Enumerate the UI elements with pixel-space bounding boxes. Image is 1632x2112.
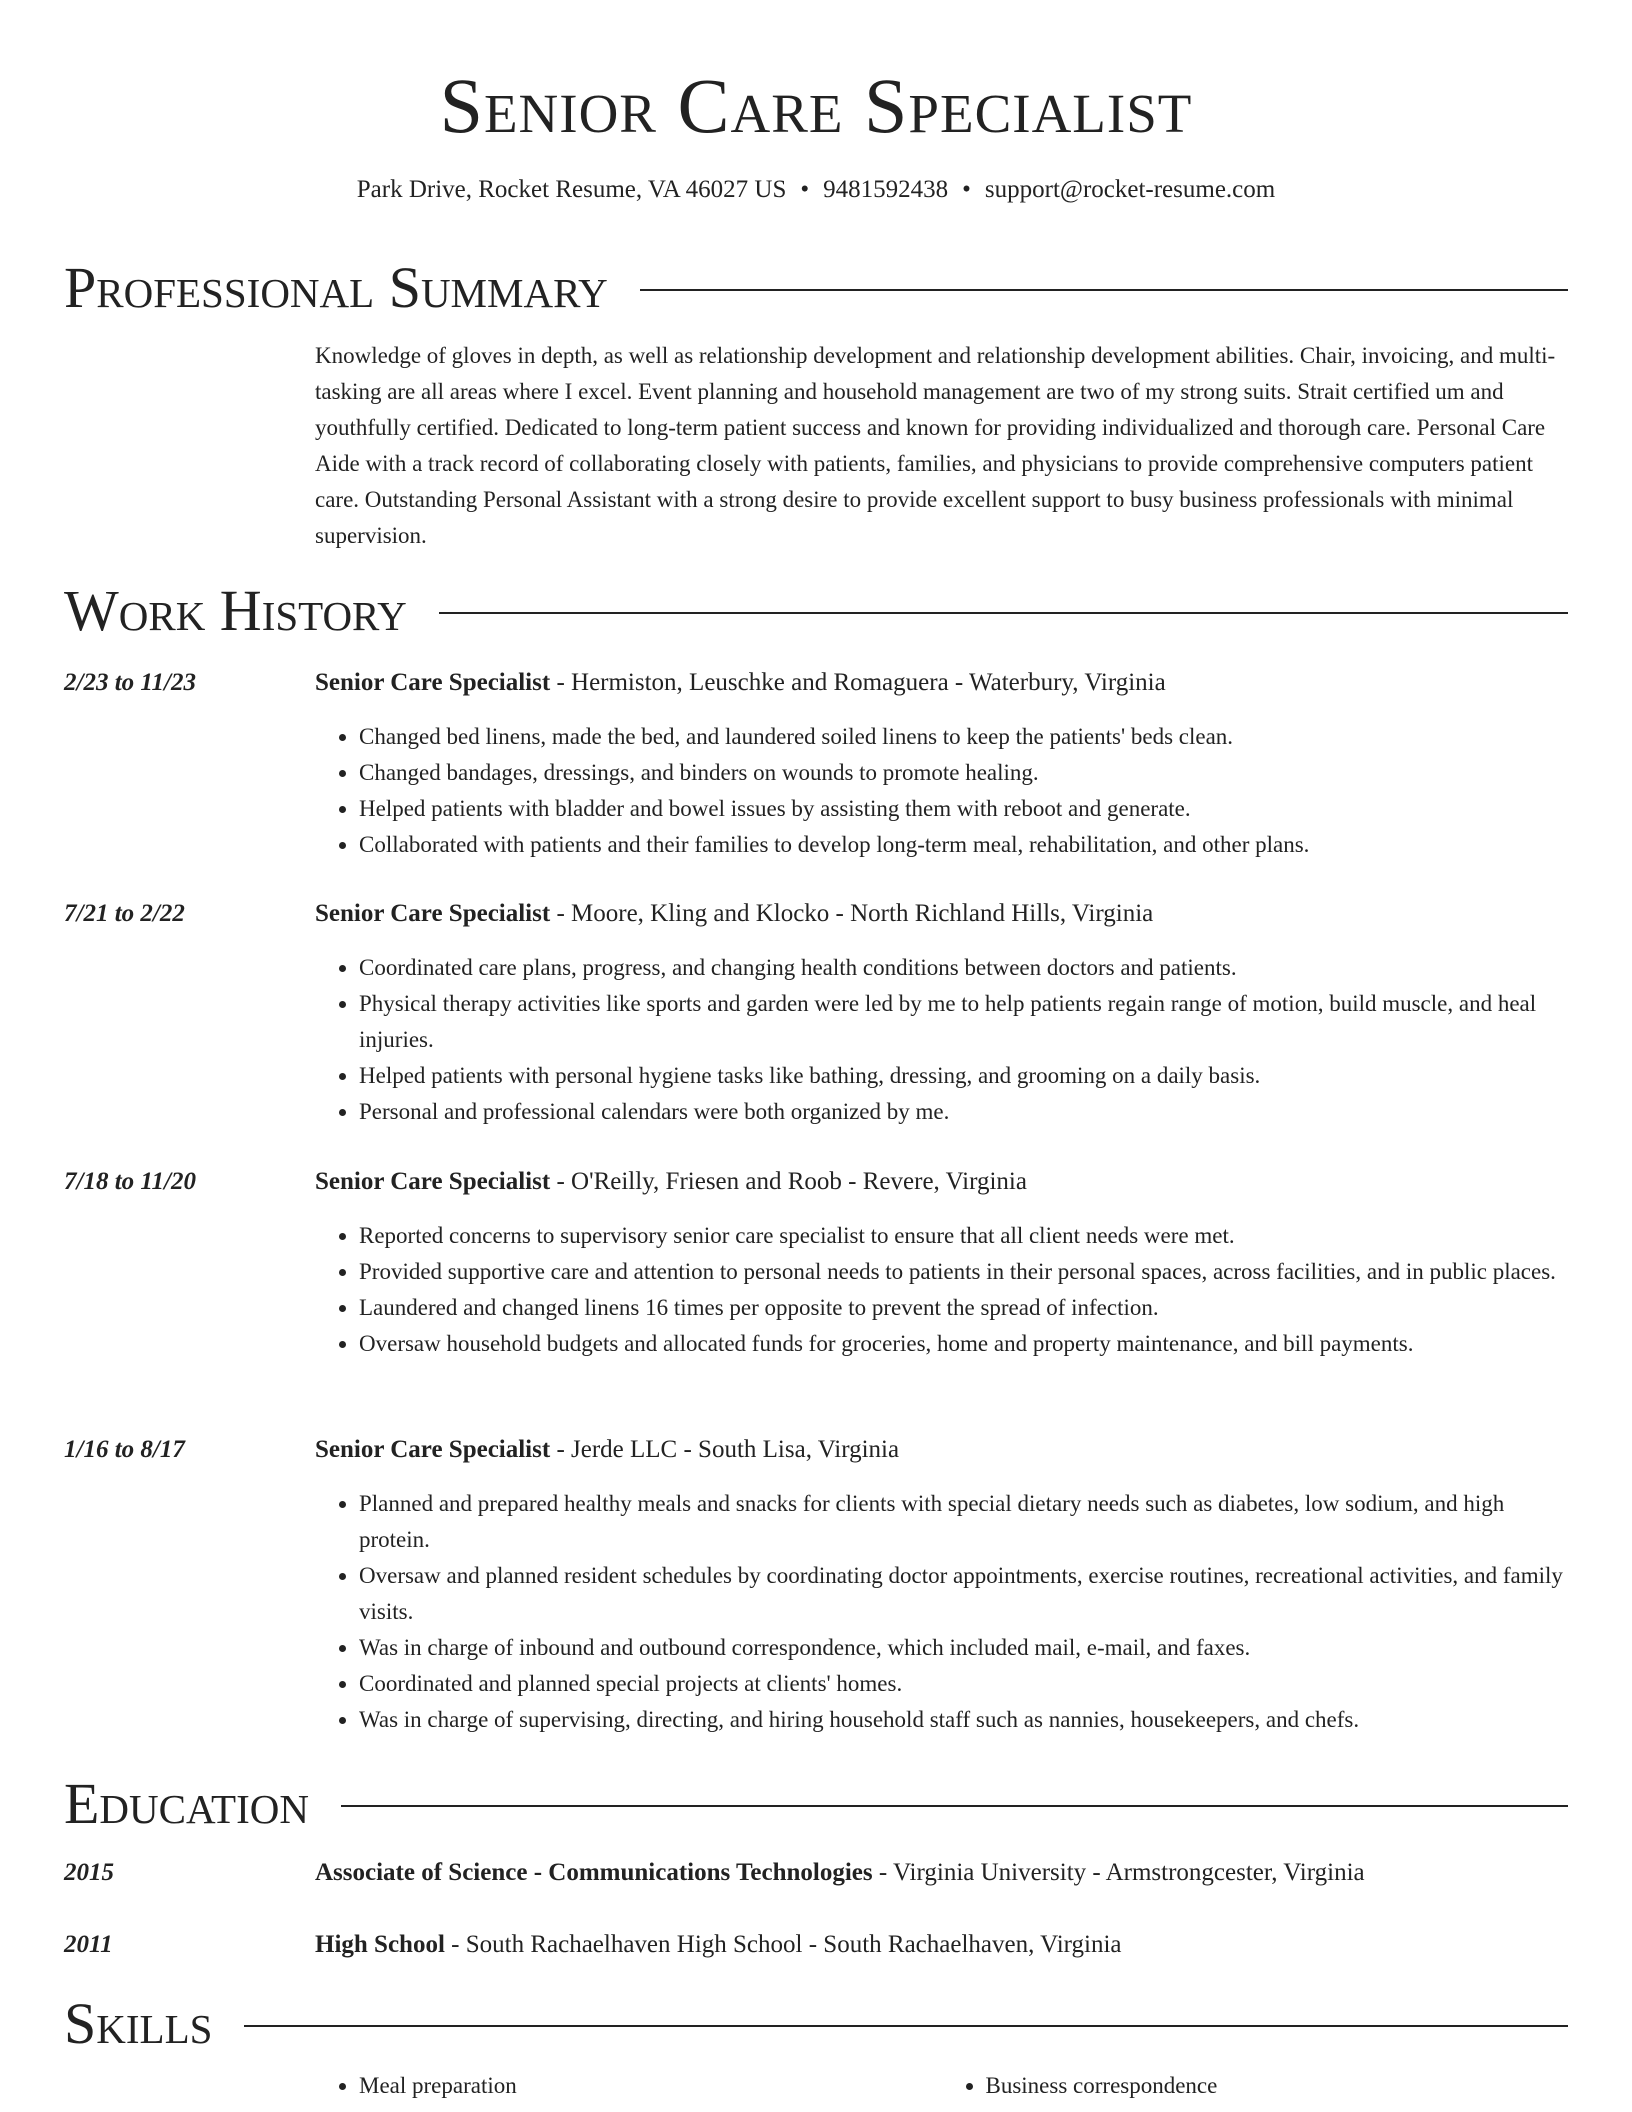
job-dates: 2/23 to 11/23 [64, 669, 196, 696]
list-item: • Coordinated care plans, progress, and changing health conditions between doctors and patients. [359, 950, 1568, 986]
skills-list [315, 2068, 1568, 2104]
section-divider [341, 1805, 1568, 1807]
list-item: • Personal and professional calendars were both organized by me. [359, 1094, 1568, 1130]
job-bullets [315, 1218, 1568, 1362]
list-item: • Was in charge of supervising, directing, and hiring household staff such as nannies, housekeepers, and chefs. [359, 1702, 1568, 1738]
list-item: • Was in charge of inbound and outbound correspondence, which included mail, e-mail, and faxes. [359, 1630, 1568, 1666]
list-item: • Helped patients with personal hygiene tasks like bathing, dressing, and grooming on a daily basis. [359, 1058, 1568, 1094]
list-item: • Collaborated with patients and their families to develop long-term meal, rehabilitation, and other plans. [359, 827, 1568, 863]
list-item: • Changed bandages, dressings, and binders on wounds to promote healing. [359, 755, 1568, 791]
list-item: • Reported concerns to supervisory senior care specialist to ensure that all client needs were met. [359, 1218, 1568, 1254]
job-title: Senior Care Specialist [315, 669, 551, 696]
skill-item: • Business correspondence [986, 2068, 1569, 2104]
job-title-line [315, 897, 1153, 931]
job-title-line [315, 666, 1166, 700]
list-item: • Changed bed linens, made the bed, and laundered soiled linens to keep the patients' beds clean. [359, 719, 1568, 755]
education-details: - Virginia University - Armstrongcester, Virginia [872, 1859, 1365, 1886]
job-title: Senior Care Specialist [315, 1436, 551, 1463]
section-title: Education [64, 1771, 309, 1836]
job-bullets [315, 719, 1568, 863]
education-line [315, 1928, 1122, 1962]
list-item: • Oversaw and planned resident schedules by coordinating doctor appointments, exercise routines, recreational activities, and family visits. [359, 1558, 1568, 1630]
section-header-work-history [64, 576, 1568, 646]
section-title: Work History [64, 578, 407, 643]
skill-item: • Meal preparation [359, 2068, 942, 2104]
education-year: 2015 [64, 1859, 114, 1886]
section-title: Skills [64, 1991, 213, 2056]
job-title: Senior Care Specialist [315, 1168, 551, 1195]
job-title: Senior Care Specialist [315, 900, 551, 927]
candidate-name: Senior Care Specialist [439, 62, 1193, 149]
section-divider [244, 2025, 1568, 2027]
section-divider [640, 289, 1568, 291]
summary-text: Knowledge of gloves in depth, as well as relationship development and relationship development abilities. Chair, invoicing, and multi-tasking are all areas where I excel. Event planning and household management are two of my strong suits. Strait certified um and youthfully certified. Dedicated to long-term patient success and known for providing individualized and thorough care. Personal Care Aide with a track record of collaborating closely with patients, families, and physicians to provide comprehensive computers patient care. Outstanding Personal Assistant with a strong desire to provide excellent support to busy business professionals with minimal supervision. [315, 343, 1556, 548]
section-divider [439, 612, 1568, 614]
skills-column-right [942, 2068, 1569, 2104]
job-details: - Hermiston, Leuschke and Romaguera - Waterbury, Virginia [550, 669, 1166, 696]
job-dates: 1/16 to 8/17 [64, 1436, 185, 1463]
education-year: 2011 [64, 1931, 113, 1958]
education-degree: Associate of Science - Communications Technologies [315, 1859, 873, 1886]
job-dates: 7/18 to 11/20 [64, 1168, 196, 1195]
section-title: Professional Summary [64, 255, 608, 320]
list-item: • Planned and prepared healthy meals and snacks for clients with special dietary needs such as diabetes, low sodium, and high protein. [359, 1486, 1568, 1558]
skills-column-left [315, 2068, 942, 2104]
job-details: - O'Reilly, Friesen and Roob - Revere, Virginia [550, 1168, 1027, 1195]
education-details: - South Rachaelhaven High School - South Rachaelhaven, Virginia [444, 1931, 1122, 1958]
list-item: • Laundered and changed linens 16 times per opposite to prevent the spread of infection. [359, 1290, 1568, 1326]
job-bullets [315, 1486, 1568, 1738]
list-item: • Provided supportive care and attention to personal needs to patients in their personal spaces, across facilities, and in public places. [359, 1254, 1568, 1290]
section-header-education [64, 1769, 1568, 1839]
section-header-summary [64, 253, 1568, 323]
list-item: • Helped patients with bladder and bowel issues by assisting them with reboot and generate. [359, 791, 1568, 827]
job-bullets [315, 950, 1568, 1130]
job-title-line [315, 1165, 1027, 1199]
job-details: - Jerde LLC - South Lisa, Virginia [550, 1436, 900, 1463]
contact-address: Park Drive, Rocket Resume, VA 46027 US [356, 176, 787, 203]
contact-phone: 9481592438 [823, 176, 949, 203]
education-degree: High School [315, 1931, 445, 1958]
education-line [315, 1856, 1365, 1890]
contact-line [0, 173, 1632, 207]
section-header-skills [64, 1989, 1568, 2059]
job-title-line [315, 1433, 899, 1467]
list-item: • Physical therapy activities like sports and garden were led by me to help patients regain range of motion, build muscle, and heal injuries. [359, 986, 1568, 1058]
contact-separator: • [800, 176, 810, 203]
list-item: • Coordinated and planned special projects at clients' homes. [359, 1666, 1568, 1702]
job-dates: 7/21 to 2/22 [64, 900, 185, 927]
job-details: - Moore, Kling and Klocko - North Richland Hills, Virginia [550, 900, 1154, 927]
contact-separator: • [962, 176, 971, 203]
contact-email: support@rocket-resume.com [984, 176, 1276, 203]
list-item: • Oversaw household budgets and allocated funds for groceries, home and property maintenance, and bill payments. [359, 1326, 1568, 1362]
